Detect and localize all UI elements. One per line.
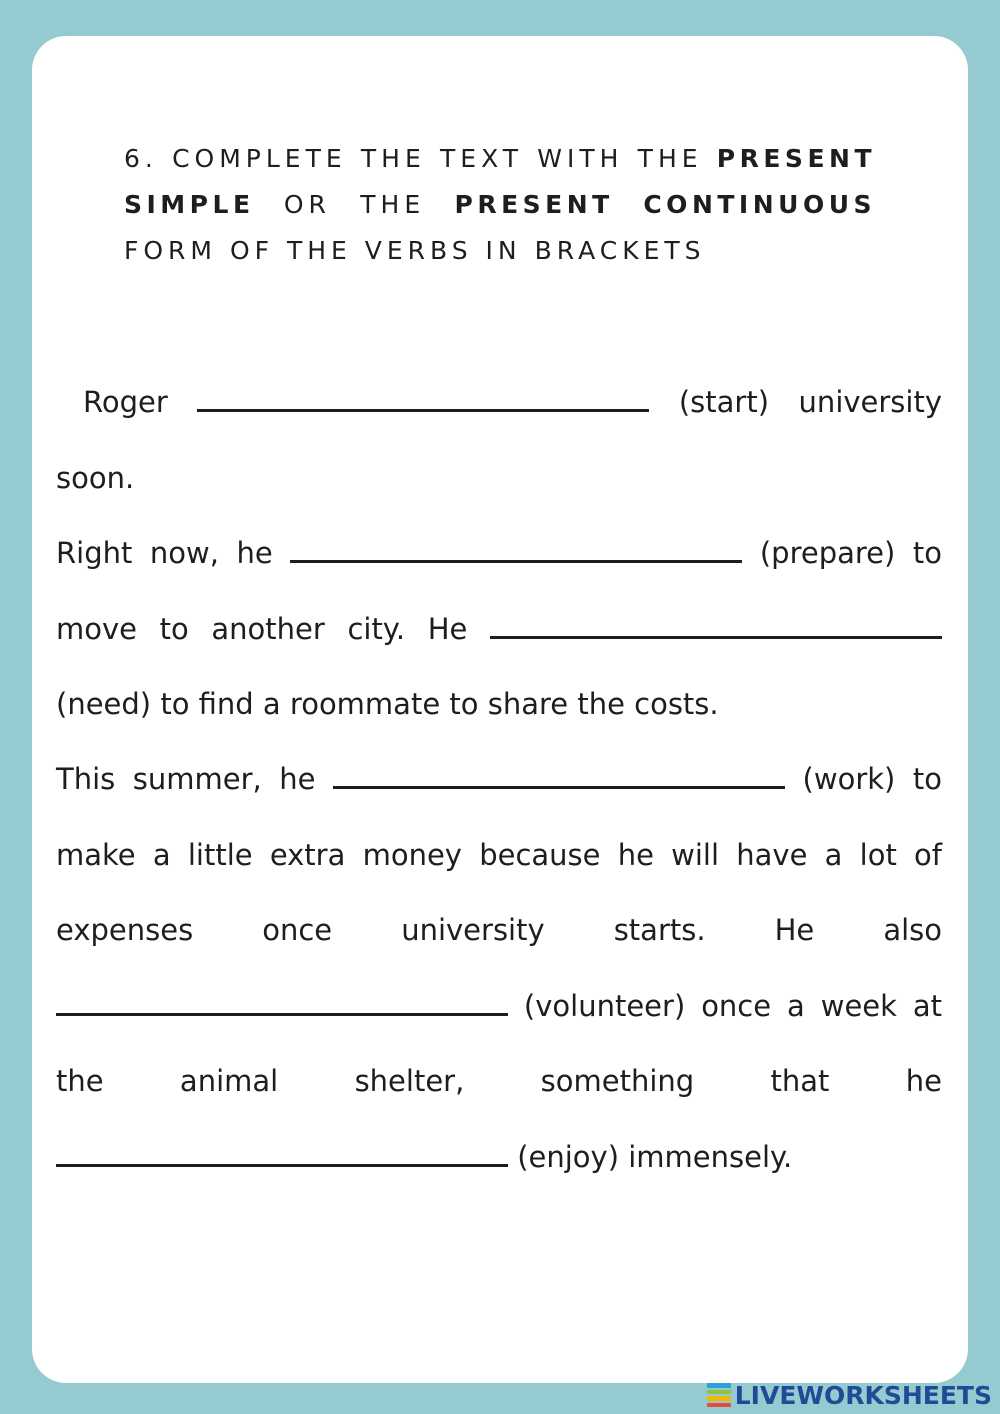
liveworksheets-logo-icon — [707, 1382, 731, 1408]
worksheet-card — [32, 36, 968, 1383]
blank-work[interactable] — [333, 760, 785, 789]
logo-bar-3 — [707, 1396, 731, 1401]
blank-need[interactable] — [490, 610, 942, 639]
blank-volunteer[interactable] — [56, 987, 508, 1016]
p3-text-mid-1: (work) to make a little extra money because he will have a lot of expenses once university starts. He also — [56, 762, 942, 947]
blank-prepare[interactable] — [290, 534, 742, 563]
p1-text-after: (start) university soon. — [56, 385, 942, 495]
instructions-bold-present-continuous: PRESENT CONTINUOUS — [454, 190, 876, 219]
p3-text-before: This summer, he — [56, 762, 334, 796]
paragraph-3 — [56, 742, 942, 1195]
p2-text-mid: (prepare) to move to another city. He — [56, 536, 942, 646]
instructions-bold-present-simple: PRESENT SIMPLE — [124, 144, 876, 219]
exercise-instructions — [124, 136, 876, 274]
paragraph-2 — [56, 516, 942, 743]
instructions-text-1: 6. COMPLETE THE TEXT WITH THE — [124, 144, 717, 173]
blank-start[interactable] — [197, 383, 649, 412]
instructions-text-2: OR THE — [254, 190, 455, 219]
logo-bar-2 — [707, 1390, 731, 1395]
instructions-text-3: FORM OF THE VERBS IN BRACKETS — [124, 236, 706, 265]
liveworksheets-logo[interactable] — [707, 1380, 992, 1410]
p2-text-before: Right now, he — [56, 536, 291, 570]
paragraph-1 — [56, 365, 942, 516]
p3-text-after: (enjoy) immensely. — [508, 1139, 793, 1174]
blank-enjoy[interactable] — [56, 1138, 508, 1167]
p2-text-after: (need) to find a roommate to share the costs. — [56, 687, 719, 721]
logo-bar-1 — [707, 1383, 731, 1388]
p3-text-mid-2: (volunteer) once a week at the animal shelter, something that he — [56, 988, 942, 1098]
liveworksheets-logo-text: LIVEWORKSHEETS — [734, 1380, 992, 1410]
logo-bar-4 — [707, 1403, 731, 1408]
p1-text-before: Roger — [83, 385, 198, 419]
